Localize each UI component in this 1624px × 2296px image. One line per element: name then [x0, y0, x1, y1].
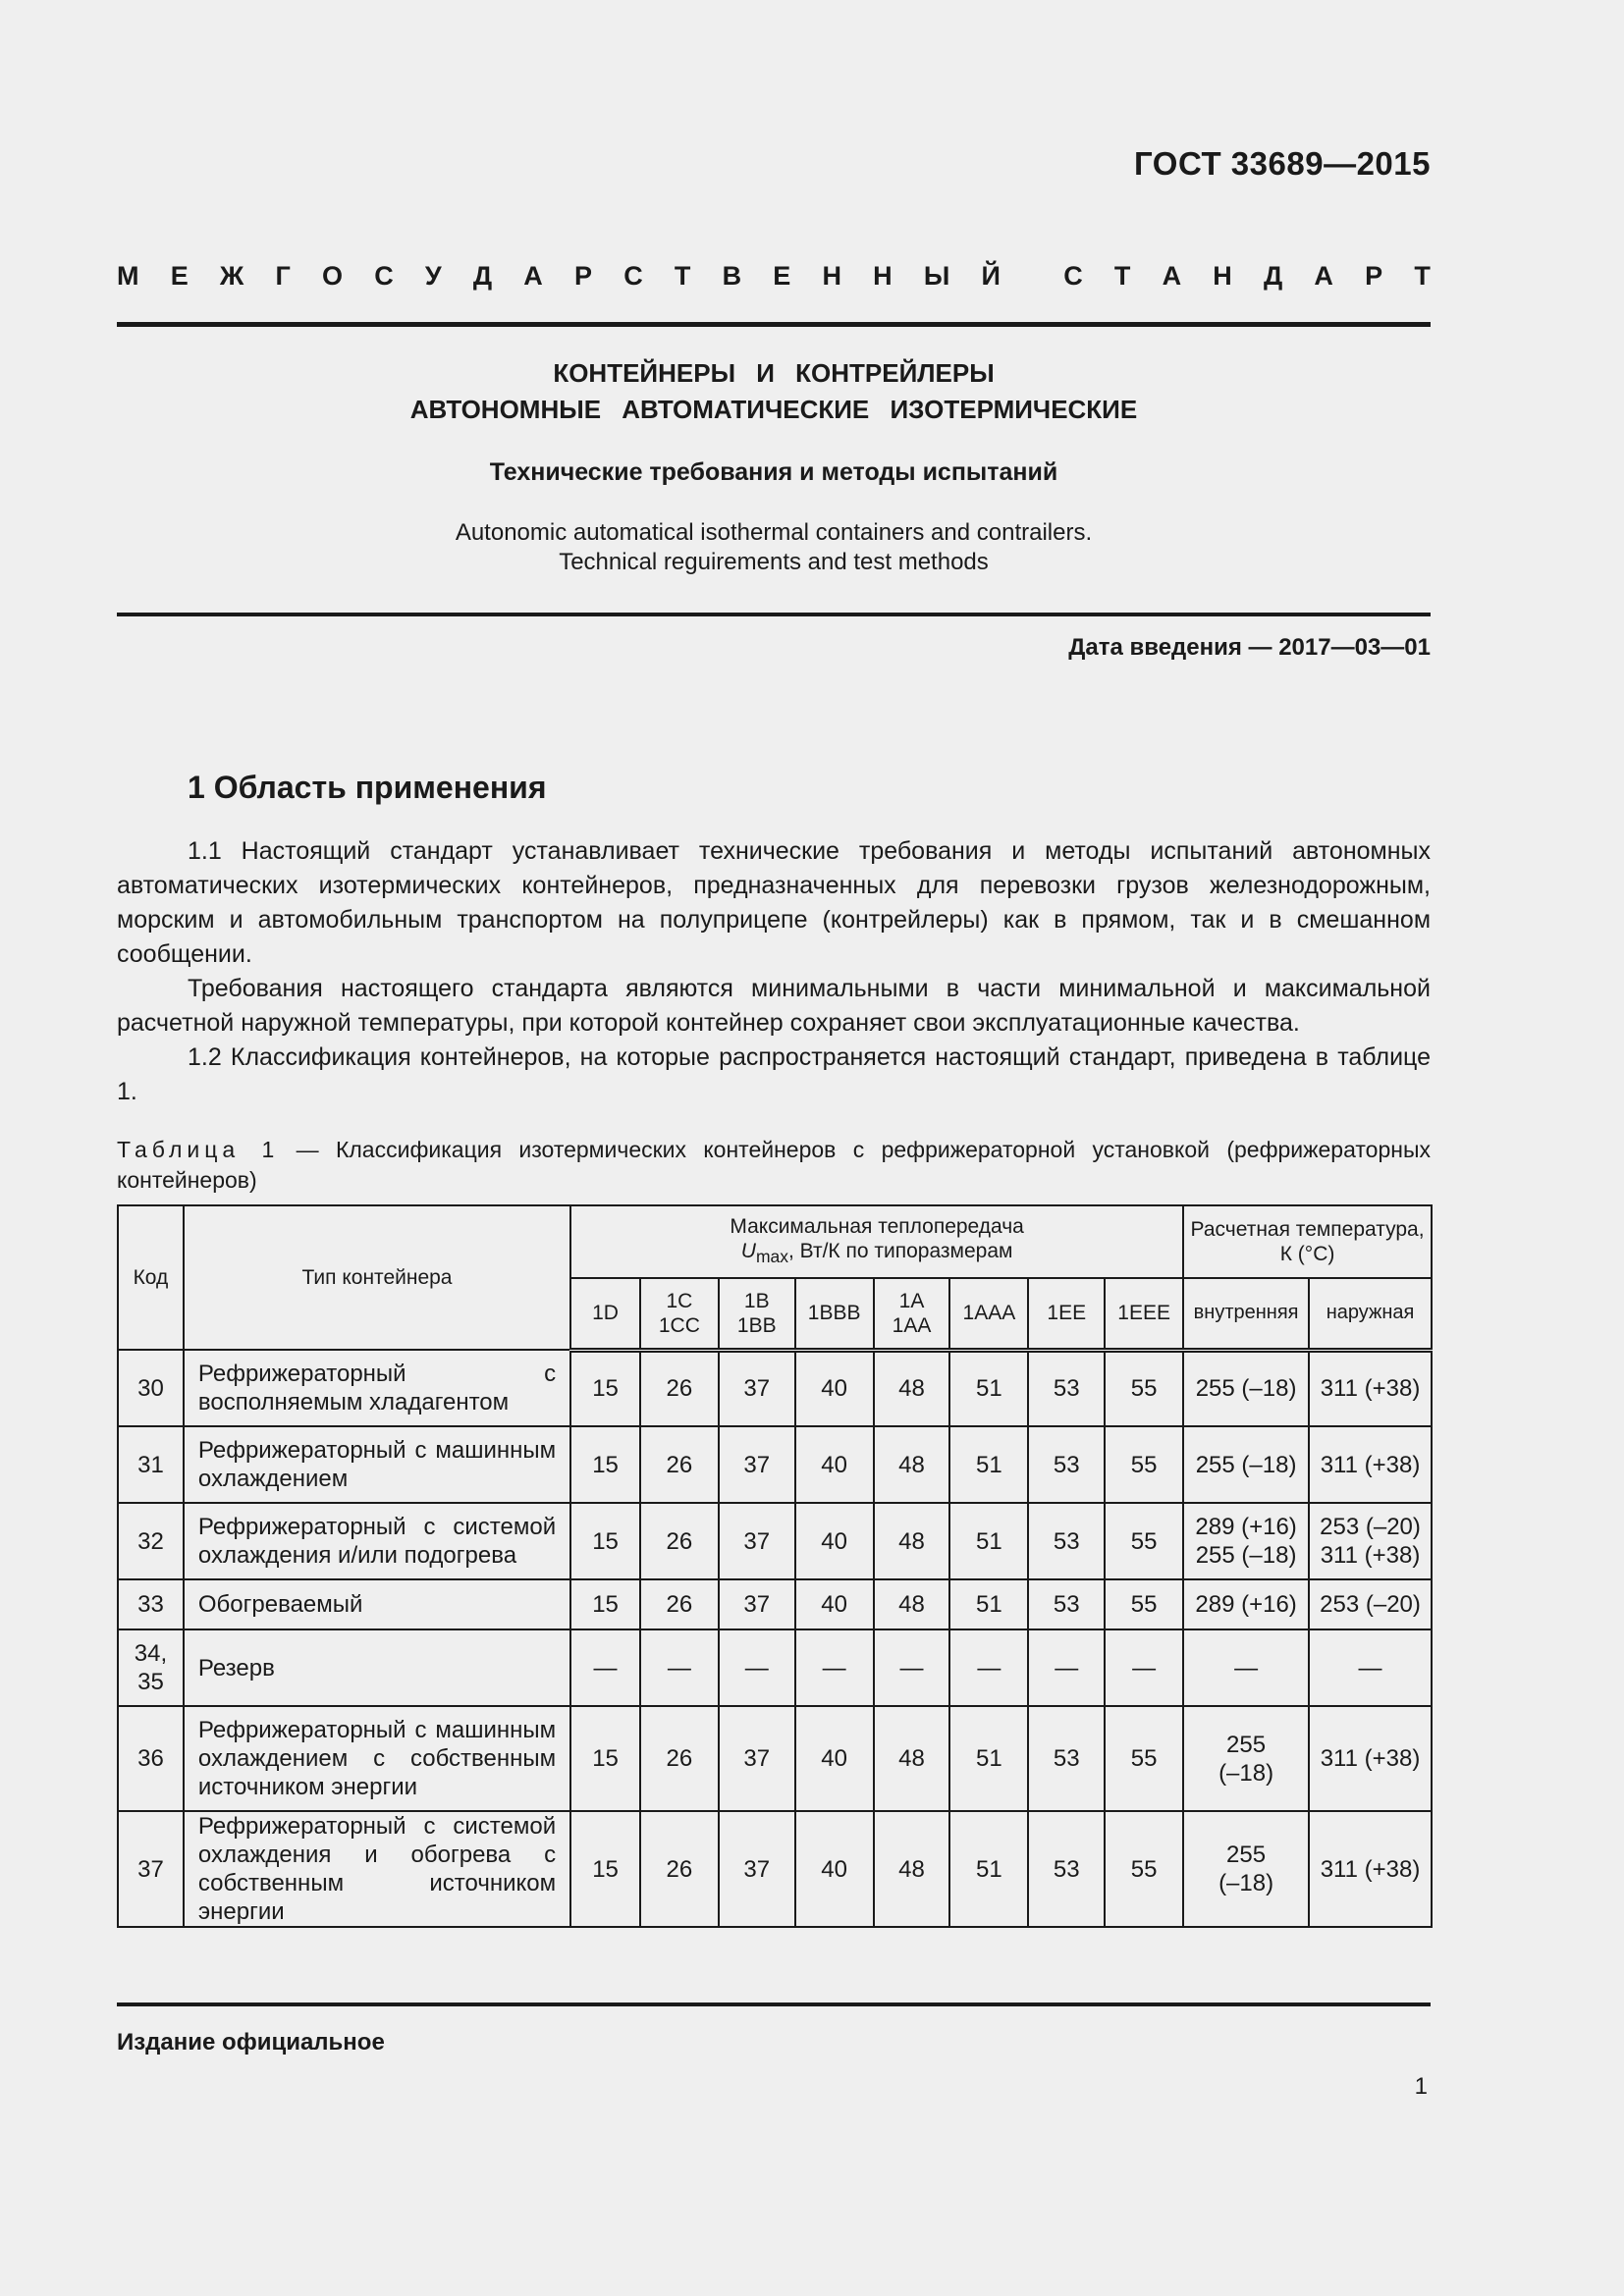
- english-title-line-1: Autonomic automatical isothermal containers and contrailers.: [455, 519, 1093, 546]
- cell-temp-outer-line: 311 (+38): [1320, 1375, 1421, 1403]
- cell-code: [118, 1811, 184, 1927]
- cell-value: 26: [640, 1426, 719, 1503]
- cell-value: 26: [640, 1350, 719, 1426]
- header-size: [874, 1278, 950, 1350]
- cell-value: —: [640, 1629, 719, 1706]
- cell-code: [118, 1426, 184, 1503]
- cell-value: 37: [719, 1426, 795, 1503]
- cell-temp-inner-line: —: [1234, 1654, 1259, 1682]
- title-line-2: АВТОНОМНЫЕ АВТОМАТИЧЕСКИЕ ИЗОТЕРМИЧЕСКИЕ: [409, 395, 1138, 424]
- header-size: 1EE: [1028, 1278, 1105, 1350]
- cell-value: 53: [1028, 1579, 1105, 1629]
- cell-temp-inner-line: 289 (+16): [1195, 1514, 1297, 1540]
- cell-type: Рефрижераторный с машинным охлаждением: [184, 1426, 570, 1503]
- cell-value: 48: [874, 1579, 950, 1629]
- cell-code-line: 33: [137, 1591, 164, 1618]
- table-row: [118, 1579, 1432, 1629]
- header-type: Тип контейнера: [184, 1205, 570, 1350]
- cell-value: 15: [570, 1579, 640, 1629]
- cell-value: 48: [874, 1706, 950, 1811]
- cell-temp-outer-line: 253 (–20): [1320, 1514, 1421, 1540]
- table-body: [118, 1350, 1432, 1927]
- cell-code-line: 32: [137, 1527, 164, 1555]
- cell-temp-outer: [1309, 1503, 1432, 1579]
- cell-temp-inner: [1183, 1350, 1309, 1426]
- cell-temp-inner-line: 255: [1226, 1731, 1267, 1758]
- cell-value: —: [1105, 1629, 1183, 1706]
- banner-letter: Й: [981, 261, 1001, 291]
- cell-value: 53: [1028, 1811, 1105, 1927]
- header-size: 1EEE: [1105, 1278, 1183, 1350]
- cell-type: Рефрижераторный с восполняемым хладагентом: [184, 1350, 570, 1426]
- cell-value: 15: [570, 1426, 640, 1503]
- header-heat-transfer: [570, 1205, 1183, 1278]
- cell-code-line: 34,: [134, 1640, 168, 1667]
- cell-temp-outer-line: 253 (–20): [1320, 1591, 1421, 1618]
- banner-letter: Т: [1414, 261, 1431, 291]
- cell-code: [118, 1629, 184, 1706]
- english-title: [117, 518, 1431, 577]
- cell-value: 51: [949, 1706, 1028, 1811]
- cell-value: 48: [874, 1503, 950, 1579]
- footer-rule: [117, 2002, 1431, 2006]
- table-caption: [117, 1135, 1431, 1196]
- cell-value: 26: [640, 1811, 719, 1927]
- cell-temp-inner: [1183, 1811, 1309, 1927]
- cell-value: 15: [570, 1706, 640, 1811]
- banner-letter: Р: [573, 261, 592, 291]
- table-caption-label: Таблица 1: [117, 1137, 280, 1162]
- table-row: [118, 1350, 1432, 1426]
- banner-letter: Н: [1213, 261, 1232, 291]
- header-size-line: 1A: [898, 1289, 925, 1312]
- cell-value: —: [1028, 1629, 1105, 1706]
- cell-code: [118, 1350, 184, 1426]
- header-size-line: 1CC: [658, 1313, 700, 1337]
- cell-temp-inner-line: (–18): [1218, 1759, 1274, 1787]
- banner-letter: Т: [674, 261, 691, 291]
- cell-temp-outer: [1309, 1706, 1432, 1811]
- cell-temp-outer: [1309, 1350, 1432, 1426]
- banner-letter: Е: [773, 261, 791, 291]
- cell-value: 40: [795, 1503, 874, 1579]
- banner-letter: А: [1314, 261, 1333, 291]
- title-block: [117, 355, 1431, 428]
- cell-value: 48: [874, 1350, 950, 1426]
- cell-temp-outer: [1309, 1426, 1432, 1503]
- cell-type: Рефрижераторный с машинным охлаждением с собственным источником энергии: [184, 1706, 570, 1811]
- cell-value: 55: [1105, 1503, 1183, 1579]
- cell-value: 37: [719, 1706, 795, 1811]
- header-size-line: 1BB: [736, 1313, 777, 1337]
- cell-value: 51: [949, 1503, 1028, 1579]
- banner-letter: Р: [1365, 261, 1383, 291]
- table-caption-text: — Классификация изотермических контейнеров с рефрижераторной установкой (рефрижераторных контейнеров): [117, 1137, 1431, 1193]
- banner-letter: Г: [275, 261, 291, 291]
- cell-value: 40: [795, 1706, 874, 1811]
- banner-letter: С: [374, 261, 394, 291]
- banner-letter: Ж: [219, 261, 244, 291]
- cell-code-line: 30: [137, 1374, 164, 1402]
- cell-value: 55: [1105, 1811, 1183, 1927]
- cell-temp-inner-line: 255: [1226, 1842, 1267, 1868]
- cell-temp-inner-line: 255 (–18): [1195, 1451, 1297, 1478]
- cell-value: —: [795, 1629, 874, 1706]
- standard-type-banner: [117, 261, 1431, 292]
- header-size-line: 1AA: [892, 1313, 932, 1337]
- cell-temp-inner-line: 255 (–18): [1195, 1375, 1297, 1403]
- banner-letter: С: [623, 261, 643, 291]
- cell-value: —: [949, 1629, 1028, 1706]
- cell-code: [118, 1503, 184, 1579]
- title-line-1: КОНТЕЙНЕРЫ И КОНТРЕЙЛЕРЫ: [553, 358, 995, 388]
- cell-value: 53: [1028, 1350, 1105, 1426]
- cell-temp-inner-line: 289 (+16): [1195, 1591, 1297, 1618]
- paragraph: 1.2 Классификация контейнеров, на которые распространяется настоящий стандарт, приведена в таблице 1.: [117, 1043, 1431, 1105]
- header-temp-outer: наружная: [1309, 1278, 1432, 1350]
- cell-code: [118, 1579, 184, 1629]
- header-size: 1BBB: [795, 1278, 874, 1350]
- table-row: [118, 1811, 1432, 1927]
- banner-letter: А: [523, 261, 543, 291]
- banner-letter: Т: [1113, 261, 1131, 291]
- banner-letter: В: [722, 261, 742, 291]
- cell-code-line: 31: [137, 1451, 164, 1478]
- cell-value: 37: [719, 1811, 795, 1927]
- cell-temp-outer: [1309, 1579, 1432, 1629]
- cell-temp-outer-line: 311 (+38): [1320, 1542, 1421, 1569]
- banner-letter: А: [1162, 261, 1182, 291]
- cell-value: 40: [795, 1579, 874, 1629]
- cell-temp-inner-line: 255 (–18): [1195, 1542, 1297, 1569]
- cell-value: 15: [570, 1811, 640, 1927]
- header-heat-symbol: U: [740, 1239, 756, 1262]
- header-heat-rest: , Вт/К по типоразмерам: [788, 1239, 1013, 1262]
- cell-code-line: 36: [137, 1745, 164, 1772]
- cell-value: 26: [640, 1503, 719, 1579]
- doc-number: ГОСТ 33689—2015: [1134, 145, 1431, 182]
- cell-temp-outer: [1309, 1811, 1432, 1927]
- cell-value: 55: [1105, 1426, 1183, 1503]
- cell-value: —: [719, 1629, 795, 1706]
- cell-temp-inner: [1183, 1503, 1309, 1579]
- banner-letter: О: [321, 261, 343, 291]
- banner-letter: Н: [822, 261, 841, 291]
- table-row: [118, 1629, 1432, 1706]
- cell-temp-inner: [1183, 1579, 1309, 1629]
- introduction-date: Дата введения — 2017—03—01: [1068, 634, 1431, 661]
- cell-value: 55: [1105, 1579, 1183, 1629]
- header-size: 1AAA: [949, 1278, 1028, 1350]
- cell-value: 48: [874, 1426, 950, 1503]
- cell-temp-inner: [1183, 1426, 1309, 1503]
- cell-value: —: [874, 1629, 950, 1706]
- cell-type: Рефрижераторный с системой охлаждения и/или подогрева: [184, 1503, 570, 1579]
- header-size: [640, 1278, 719, 1350]
- cell-value: 55: [1105, 1350, 1183, 1426]
- paragraph: Требования настоящего стандарта являются минимальными в части минимальной и максимальной расчетной наружной температуры, при которой контейнер сохраняет свои эксплуатационные качества.: [117, 975, 1431, 1037]
- header-temp-inner: внутренняя: [1183, 1278, 1309, 1350]
- header-size-line: 1C: [666, 1289, 693, 1312]
- cell-temp-outer-line: 311 (+38): [1320, 1855, 1421, 1883]
- cell-value: 55: [1105, 1706, 1183, 1811]
- banner-letter: С: [1063, 261, 1083, 291]
- cell-value: 15: [570, 1350, 640, 1426]
- cell-value: 26: [640, 1579, 719, 1629]
- banner-letter: Д: [1263, 261, 1283, 291]
- cell-value: 26: [640, 1706, 719, 1811]
- banner-letter: Ы: [923, 261, 950, 291]
- header-rule: [117, 322, 1431, 327]
- header-size: 1D: [570, 1278, 640, 1350]
- cell-value: 53: [1028, 1706, 1105, 1811]
- cell-type: Резерв: [184, 1629, 570, 1706]
- table-row: [118, 1503, 1432, 1579]
- header-code: Код: [118, 1205, 184, 1350]
- header-heat-line-1: Максимальная теплопередача: [730, 1214, 1024, 1238]
- cell-value: 53: [1028, 1503, 1105, 1579]
- cell-temp-outer-line: —: [1358, 1654, 1382, 1682]
- cell-value: —: [570, 1629, 640, 1706]
- cell-value: 48: [874, 1811, 950, 1927]
- header-heat-subscript: max: [755, 1247, 788, 1267]
- cell-temp-inner-line: (–18): [1218, 1870, 1274, 1896]
- title-rule: [117, 613, 1431, 616]
- header-size-line: 1B: [743, 1289, 770, 1312]
- page-number: 1: [1414, 2073, 1428, 2100]
- banner-letter: У: [424, 261, 442, 291]
- cell-value: 53: [1028, 1426, 1105, 1503]
- cell-temp-inner: [1183, 1706, 1309, 1811]
- banner-letter: М: [117, 261, 139, 291]
- cell-type: Обогреваемый: [184, 1579, 570, 1629]
- header-temperature: Расчетная температура, К (°С): [1183, 1205, 1432, 1278]
- cell-value: 37: [719, 1579, 795, 1629]
- english-title-line-2: Technical reguirements and test methods: [559, 549, 989, 575]
- cell-code-line: 37: [137, 1855, 164, 1883]
- cell-value: 40: [795, 1811, 874, 1927]
- cell-temp-inner: [1183, 1629, 1309, 1706]
- banner-letter: Е: [170, 261, 189, 291]
- cell-temp-outer: [1309, 1629, 1432, 1706]
- section-heading: 1 Область применения: [188, 770, 547, 805]
- cell-temp-outer-line: 311 (+38): [1320, 1451, 1421, 1478]
- subtitle: Технические требования и методы испытаний: [489, 458, 1058, 486]
- section-body: [117, 834, 1431, 1109]
- cell-temp-outer-line: 311 (+38): [1320, 1745, 1421, 1772]
- header-size: [719, 1278, 795, 1350]
- cell-value: 51: [949, 1579, 1028, 1629]
- cell-value: 37: [719, 1350, 795, 1426]
- paragraph: 1.1 Настоящий стандарт устанавливает технические требования и методы испытаний автономных автоматических изотермических контейнеров, предназначенных для перевозки грузов железнодорожным, морским и автомобильным транспортом на полуприцепе (контрейлеры) как в прямом, так и в смешанном сообщении.: [117, 837, 1431, 968]
- cell-value: 15: [570, 1503, 640, 1579]
- cell-value: 51: [949, 1811, 1028, 1927]
- table-row: [118, 1706, 1432, 1811]
- cell-value: 40: [795, 1350, 874, 1426]
- cell-value: 51: [949, 1350, 1028, 1426]
- edition-label: Издание официальное: [117, 2029, 385, 2056]
- header-heat-line-2: [575, 1239, 1178, 1269]
- table-row: [118, 1426, 1432, 1503]
- cell-code: [118, 1706, 184, 1811]
- banner-letter: Д: [472, 261, 493, 291]
- banner-letter: Н: [873, 261, 893, 291]
- cell-code-line: 35: [137, 1669, 164, 1695]
- cell-value: 40: [795, 1426, 874, 1503]
- classification-table: [117, 1204, 1433, 1928]
- cell-type: Рефрижераторный с системой охлаждения и обогрева с собственным источником энергии: [184, 1811, 570, 1927]
- cell-value: 51: [949, 1426, 1028, 1503]
- cell-value: 37: [719, 1503, 795, 1579]
